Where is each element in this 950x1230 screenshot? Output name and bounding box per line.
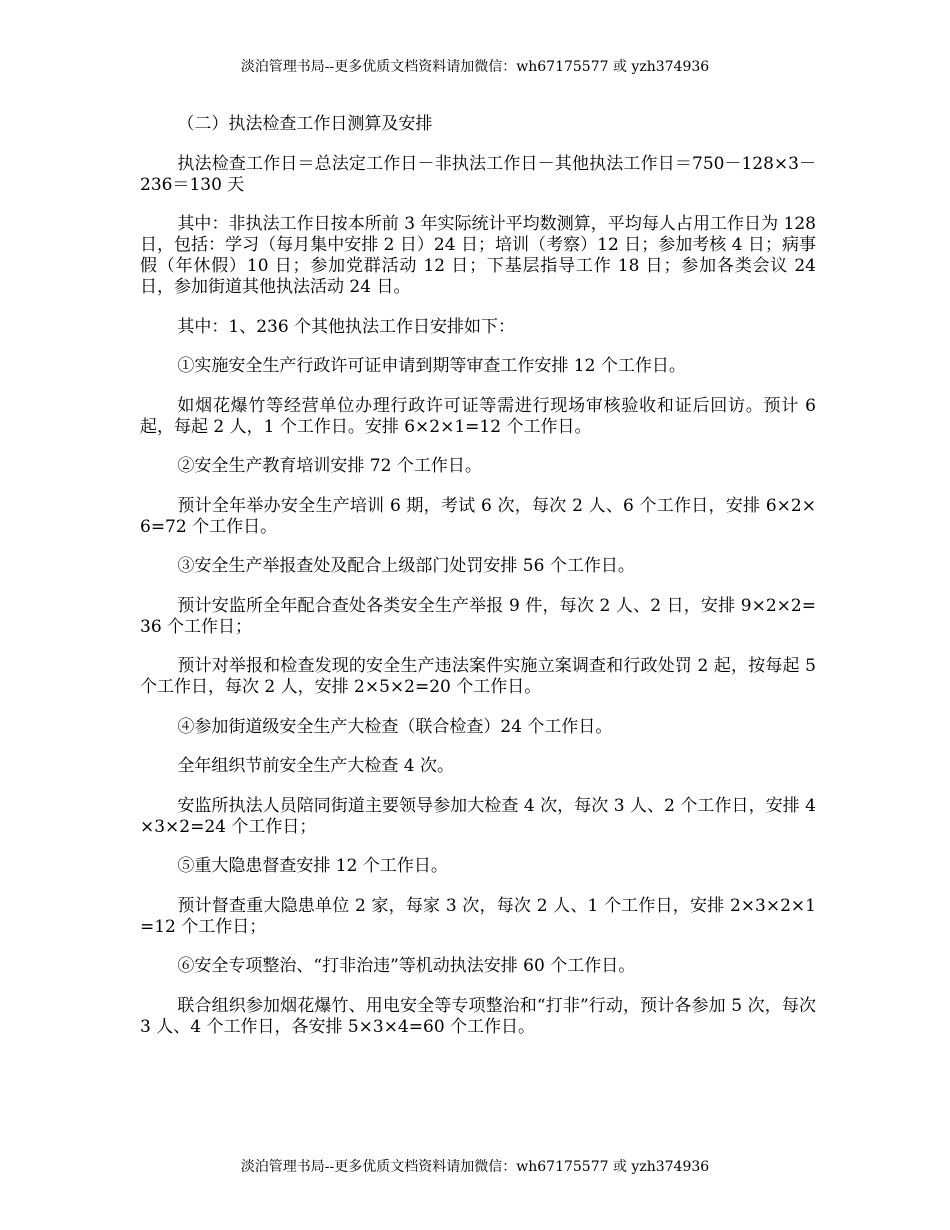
formula-paragraph: 执法检查工作日＝总法定工作日－非执法工作日－其他执法工作日＝750－128×3－236＝130 天: [140, 153, 816, 195]
item-2-detail: 预计全年举办安全生产培训 6 期，考试 6 次，每次 2 人、6 个工作日，安排 6×2×6=72 个工作日。: [140, 495, 816, 537]
item-4-heading: ④参加街道级安全生产大检查（联合检查）24 个工作日。: [177, 716, 613, 737]
page-footer: 淡泊管理书局--更多优质文档资料请加微信：wh67175577 或 yzh374936: [240, 1159, 710, 1175]
item-3-detail-a: 预计安监所全年配合查处各类安全生产举报 9 件，每次 2 人、2 日，安排 9×2×2=36 个工作日；: [140, 595, 816, 637]
item-3-detail-b: 预计对举报和检查发现的安全生产违法案件实施立案调查和行政处罚 2 起，按每起 5 个工作日，每次 2 人，安排 2×5×2=20 个工作日。: [140, 656, 816, 697]
item-2-heading: ②安全生产教育培训安排 72 个工作日。: [177, 456, 482, 476]
item-1-detail: 如烟花爆竹等经营单位办理行政许可证等需进行现场审核验收和证后回访。预计 6 起，每起 2 人，1 个工作日。安排 6×2×1=12 个工作日。: [140, 395, 816, 437]
item-3-heading: ③安全生产举报查处及配合上级部门处罚安排 56 个工作日。: [177, 556, 635, 576]
item-6-heading: ⑥安全专项整治、“打非治违”等机动执法安排 60 个工作日。: [177, 956, 636, 976]
section-heading: （二）执法检查工作日测算及安排: [177, 114, 433, 134]
item-6-detail: 联合组织参加烟花爆竹、用电安全等专项整治和“打非”行动，预计各参加 5 次，每次 3 人、4 个工作日，各安排 5×3×4=60 个工作日。: [140, 995, 816, 1037]
non-enforcement-days-paragraph: 其中：非执法工作日按本所前 3 年实际统计平均数测算，平均每人占用工作日为 128 日，包括：学习（每月集中安排 2 日）24 日；培训（考察）12 日；参加考核 4 日；病事假（年休假）10 日；参加党群活动 12 日；下基层指导工作 18 日；参加各类会议 24 日，参加街道其他执法活动 24 日。: [140, 214, 816, 297]
document-body: [140, 114, 816, 1056]
item-4-detail-a: 全年组织节前安全生产大检查 4 次。: [177, 756, 455, 776]
item-5-detail: 预计督查重大隐患单位 2 家，每家 3 次，每次 2 人、1 个工作日，安排 2×3×2×1=12 个工作日；: [140, 895, 816, 937]
other-days-intro: 其中：1、236 个其他执法工作日安排如下：: [177, 316, 516, 337]
page-header: 淡泊管理书局--更多优质文档资料请加微信：wh67175577 或 yzh374936: [240, 59, 710, 75]
item-1-heading: ①实施安全生产行政许可证申请到期等审查工作安排 12 个工作日。: [177, 356, 686, 376]
item-5-heading: ⑤重大隐患督查安排 12 个工作日。: [177, 856, 448, 876]
item-4-detail-b: 安监所执法人员陪同街道主要领导参加大检查 4 次，每次 3 人、2 个工作日，安排 4×3×2=24 个工作日；: [140, 795, 816, 837]
